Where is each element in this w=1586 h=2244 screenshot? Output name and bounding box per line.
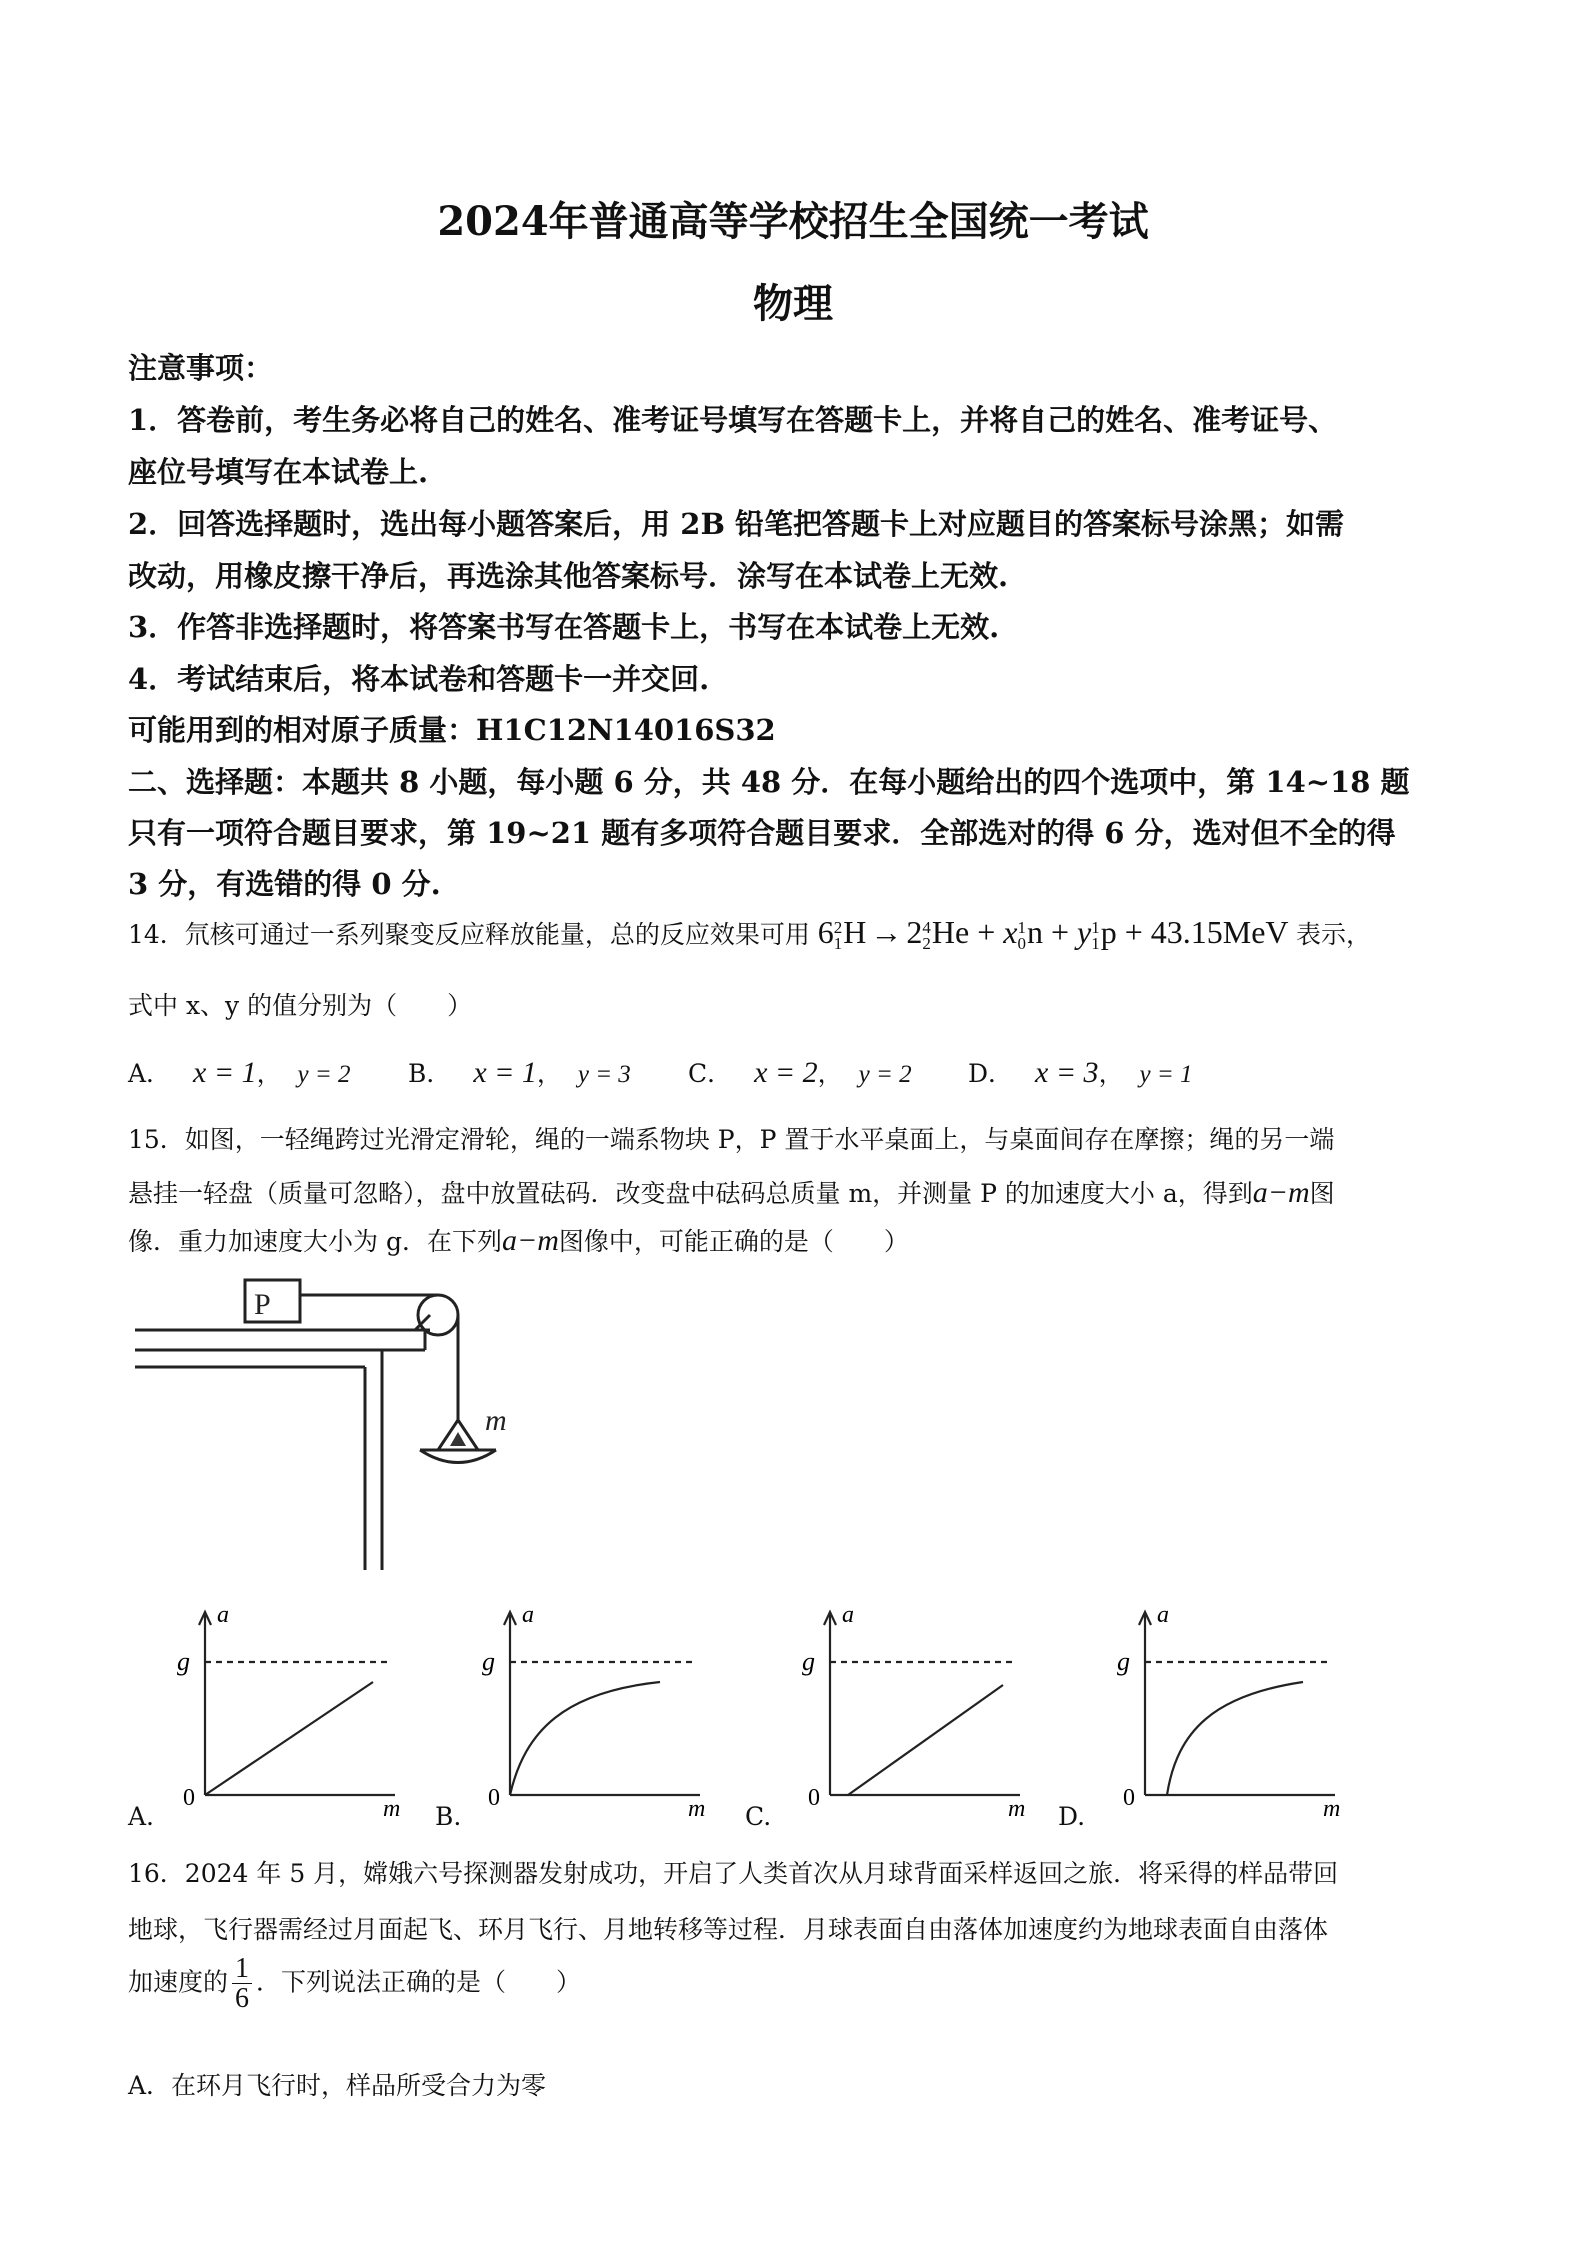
graph-c [790, 1600, 1030, 1820]
q14-reaction-formula: 6 2 1 H → 2 4 2 He + x 1 0 n + y 1 1 p + 43.15MeV [817, 914, 1288, 953]
q14-option-b: B． x = 1， y = 3 [408, 1056, 631, 1089]
notice-heading: 注意事项： [128, 351, 274, 385]
svg-text:0: 0 [183, 1785, 195, 1811]
graph-option-a-label: A. [128, 1802, 155, 1831]
q16-line1: 16．2024 年 5 月，嫦娥六号探测器发射成功，开启了人类首次从月球背面采样返回之旅．将采得的样品带回 [128, 1859, 1339, 1888]
graph-b [470, 1600, 710, 1820]
q14-line2: 式中 x、y 的值分别为（ ） [128, 991, 473, 1020]
curve [510, 1682, 660, 1795]
section-header-line: 只有一项符合题目要求，第 19~21 题有多项符合题目要求．全部选对的得 6 分，选对但不全的得 [128, 816, 1396, 850]
notice-line: 改动，用橡皮擦干净后，再选涂其他答案标号．涂写在本试卷上无效. [128, 559, 1009, 593]
q14-option-a: A． x = 1， y = 2 [128, 1056, 351, 1089]
atomic-mass-line: 可能用到的相对原子质量：H1C12N14016S32 [128, 713, 776, 747]
weight-shape [450, 1432, 466, 1446]
svg-text:m: m [688, 1796, 706, 1820]
q14-stem-post: 表示， [1295, 920, 1371, 949]
notice-line: 2．回答选择题时，选出每小题答案后，用 2B 铅笔把答题卡上对应题目的答案标号涂黑；如需 [128, 507, 1345, 541]
q14-option-d: D． x = 3， y = 1 [968, 1056, 1193, 1089]
svg-text:a: a [217, 1602, 229, 1628]
q15-line1: 15．如图，一轻绳跨过光滑定滑轮，绳的一端系物块 P，P 置于水平桌面上，与桌面间存在摩擦；绳的另一端 [128, 1125, 1335, 1154]
q15-line2: 悬挂一轻盘（质量可忽略），盘中放置砝码．改变盘中砝码总质量 m，并测量 P 的加速度大小 a，得到a−m图 [128, 1176, 1335, 1209]
svg-text:0: 0 [1123, 1785, 1135, 1811]
exam-title: 2024年普通高等学校招生全国统一考试 [437, 198, 1149, 245]
section-header-line: 3 分，有选错的得 0 分. [128, 867, 441, 901]
curve [205, 1682, 373, 1795]
graph-d [1105, 1600, 1345, 1820]
section-header-line: 二、选择题：本题共 8 小题，每小题 6 分，共 48 分．在每小题给出的四个选项中，第 14~18 题 [128, 765, 1410, 799]
graph-option-c-label: C. [745, 1802, 772, 1831]
q15-line3: 像．重力加速度大小为 g．在下列a−m图像中，可能正确的是（ ） [128, 1224, 909, 1257]
mass-label: m [485, 1404, 507, 1437]
formula-coef: 6 [817, 914, 834, 950]
q16-line3: 加速度的 $\frac{1}{6}$ ．下列说法正确的是（ ） [128, 1953, 582, 2015]
graph-option-d-label: D. [1058, 1802, 1086, 1831]
curve [1167, 1682, 1303, 1795]
svg-text:a: a [522, 1602, 534, 1628]
fraction-one-sixth: $\frac{1}{6}$ [232, 1954, 252, 2014]
q16-option-a: A．在环月飞行时，样品所受合力为零 [128, 2071, 547, 2100]
notice-line: 1．答卷前，考生务必将自己的姓名、准考证号填写在答题卡上，并将自己的姓名、准考证号、 [128, 403, 1338, 437]
notice-line: 3．作答非选择题时，将答案书写在答题卡上，书写在本试卷上无效. [128, 610, 1000, 644]
graph-option-b-label: B. [435, 1802, 462, 1831]
notice-line: 4．考试结束后，将本试卷和答题卡一并交回. [128, 662, 710, 696]
svg-text:a: a [842, 1602, 854, 1628]
q14-option-c: C． x = 2， y = 2 [688, 1056, 912, 1089]
svg-text:g: g [1117, 1647, 1130, 1676]
svg-text:g: g [802, 1647, 815, 1676]
svg-text:a: a [1157, 1602, 1169, 1628]
subject-title: 物理 [753, 280, 833, 327]
q14-stem-pre: 14．氘核可通过一系列聚变反应释放能量，总的反应效果可用 [128, 920, 810, 949]
svg-text:g: g [482, 1647, 495, 1676]
block-label: P [254, 1288, 271, 1321]
svg-text:g: g [177, 1647, 190, 1676]
svg-text:m: m [1008, 1796, 1026, 1820]
svg-text:0: 0 [488, 1785, 500, 1811]
arrow-icon: → [870, 914, 903, 950]
notice-line: 座位号填写在本试卷上. [128, 455, 429, 489]
svg-text:m: m [1323, 1796, 1341, 1820]
svg-text:m: m [383, 1796, 401, 1820]
graph-a [165, 1600, 405, 1820]
svg-text:0: 0 [808, 1785, 820, 1811]
q14-stem [128, 914, 1371, 952]
q16-line2: 地球，飞行器需经过月面起飞、环月飞行、月地转移等过程．月球表面自由落体加速度约为地球表面自由落体 [128, 1915, 1329, 1944]
curve [848, 1685, 1003, 1795]
pulley-apparatus-figure [120, 1270, 540, 1580]
